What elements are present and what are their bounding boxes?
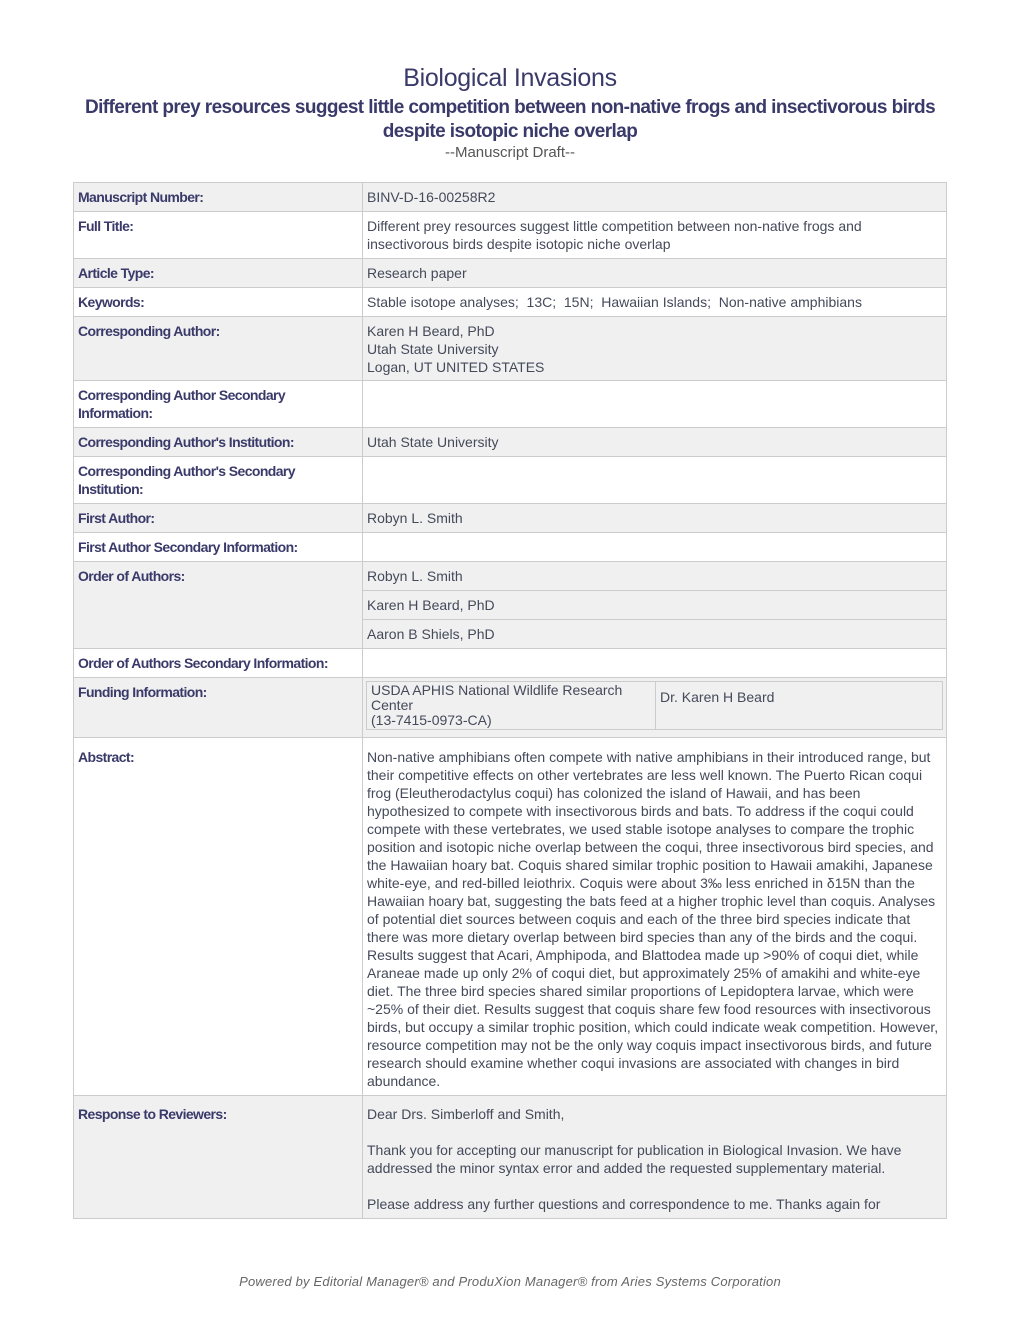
field-label: Corresponding Author:	[74, 317, 363, 381]
field-label: Article Type:	[74, 259, 363, 288]
field-value	[363, 649, 947, 678]
field-value	[363, 533, 947, 562]
response-paragraph: Dear Drs. Simberloff and Smith,	[367, 1106, 565, 1122]
document-header	[0, 62, 1020, 162]
field-label: Response to Reviewers:	[74, 1096, 363, 1219]
field-label: First Author Secondary Information:	[74, 533, 363, 562]
row-first-author	[74, 504, 947, 533]
response-paragraph: Thank you for accepting our manuscript for publication in Biological Invasion. We have addressed the minor syntax error and added the requested supplementary material.	[367, 1142, 902, 1176]
field-value: Different prey resources suggest little competition between non-native frogs and insectivorous birds despite isotopic niche overlap	[363, 212, 947, 259]
field-label: Abstract:	[74, 738, 363, 1096]
field-value: BINV-D-16-00258R2	[363, 183, 947, 212]
field-label: Order of Authors Secondary Information:	[74, 649, 363, 678]
author-entry: Aaron B Shiels, PhD	[363, 620, 947, 649]
row-abstract	[74, 738, 947, 1096]
author-location: Logan, UT UNITED STATES	[367, 359, 545, 375]
field-value: Stable isotope analyses; 13C; 15N; Hawaiian Islands; Non-native amphibians	[363, 288, 947, 317]
field-label: Funding Information:	[74, 678, 363, 738]
field-value: Utah State University	[363, 428, 947, 457]
field-value	[363, 457, 947, 504]
field-value	[363, 381, 947, 428]
row-article-type	[74, 259, 947, 288]
field-label: Full Title:	[74, 212, 363, 259]
abstract-text: Non-native amphibians often compete with native amphibians in their introduced range, but their competitive effects on other vertebrates are less well known. The Puerto Rican coqui frog (Eleutherodactylus coqui) has colonized the island of Hawaii, and has been hypothesized to compete with insectivorous birds and bats. To address if the coqui could compete with these vertebrates, we used stable isotope analyses to compare the trophic position and isotopic niche overlap between the coqui, three insectivorous bird species, and the Hawaiian hoary bat. Coquis shared similar trophic position to Hawaii amakihi, Japanese white-eye, and red-billed leiothrix. Coquis were about 3‰ less enriched in δ15N than the Hawaiian hoary bat, suggesting the bats feed at a higher trophic level than coquis. Analyses of potential diet sources between coquis and each of the three bird species indicate that there was more dietary overlap between bird species than any of the birds and the coqui. Results suggest that Acari, Amphipoda, and Blattodea made up >90% of coqui diet, while Araneae made up only 2% of coqui diet, but approximately 25% of amakihi and white-eye diet. The three bird species shared similar proportions of Lepidoptera larvae, which were ~25% of their diet. Results suggest that coquis share few food resources with insectivorous birds, but occupy a similar trophic position, which could indicate weak competition. However, resource competition may not be the only way coquis impact insectivorous birds, and future research should examine whether coqui invasions are associated with changes in bird abundance.	[363, 738, 947, 1096]
field-label: Keywords:	[74, 288, 363, 317]
author-entry: Robyn L. Smith	[363, 562, 947, 591]
row-first-author-secondary	[74, 533, 947, 562]
funding-table	[366, 681, 943, 730]
row-keywords	[74, 288, 947, 317]
row-corr-author-institution	[74, 428, 947, 457]
field-label: First Author:	[74, 504, 363, 533]
recipient-name: Dr. Karen H Beard	[656, 682, 943, 730]
row-order-of-authors-secondary	[74, 649, 947, 678]
row-manuscript-number	[74, 183, 947, 212]
row-funding	[74, 678, 947, 738]
field-value: Research paper	[363, 259, 947, 288]
row-order-of-authors	[74, 562, 947, 591]
row-full-title	[74, 212, 947, 259]
author-name: Karen H Beard, PhD	[367, 323, 495, 339]
field-label: Order of Authors:	[74, 562, 363, 649]
row-response-to-reviewers	[74, 1096, 947, 1219]
field-value	[363, 317, 947, 381]
field-label: Manuscript Number:	[74, 183, 363, 212]
draft-label: --Manuscript Draft--	[444, 144, 575, 161]
funding-cell	[363, 678, 947, 738]
article-title: Different prey resources suggest little competition between non-native frogs and insectivorous birds despite isotopic niche overlap	[84, 97, 936, 142]
funder-cell	[367, 682, 656, 730]
field-label: Corresponding Author's Secondary Institution:	[74, 457, 363, 504]
row-corr-author-secondary	[74, 381, 947, 428]
manuscript-info-table	[73, 182, 947, 1219]
author-institution: Utah State University	[367, 341, 499, 357]
author-entry: Karen H Beard, PhD	[363, 591, 947, 620]
footer-credit: Powered by Editorial Manager® and ProduXion Manager® from Aries Systems Corporation	[239, 1274, 781, 1289]
field-label: Corresponding Author Secondary Information:	[74, 381, 363, 428]
row-corr-author-secondary-institution	[74, 457, 947, 504]
response-text	[363, 1096, 947, 1219]
funder-name: USDA APHIS National Wildlife Research Center	[371, 682, 623, 713]
response-paragraph: Please address any further questions and correspondence to me. Thanks again for	[367, 1196, 881, 1212]
journal-title: Biological Invasions	[403, 64, 617, 92]
field-value: Robyn L. Smith	[363, 504, 947, 533]
field-label: Corresponding Author's Institution:	[74, 428, 363, 457]
row-corresponding-author	[74, 317, 947, 381]
grant-number: (13-7415-0973-CA)	[371, 712, 492, 728]
